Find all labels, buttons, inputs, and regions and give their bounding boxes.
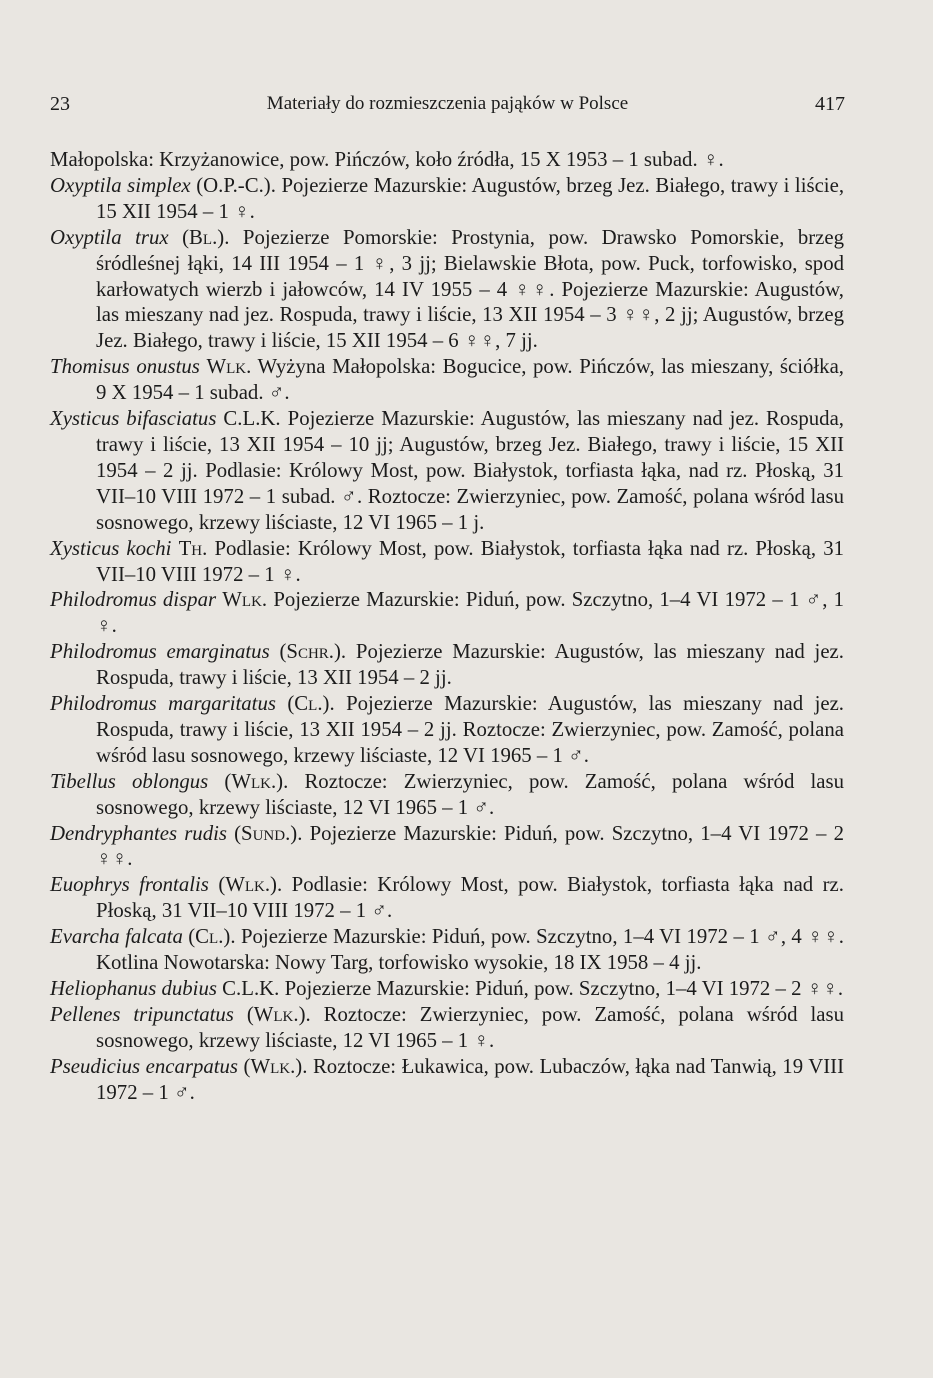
locality-text: Pojezierze Mazurskie: Augustów, las mieszany nad jez. Rospuda, trawy i liście, 13 XII 1954 – 2 jj. Roztocze: Zwierzyniec, pow. Zamość, polana wśród lasu sosnowego, krzewy liściaste, 12 VI 1965 – 1 ♂. [96,692,845,767]
species-entry [50,924,844,976]
locality-text: Wyżyna Małopolska: Bogucice, pow. Pińczów, las mieszany, ściółka, 9 X 1954 – 1 subad. ♂. [96,355,844,405]
species-entry [50,173,844,225]
species-entry [50,691,844,769]
page-header [50,93,845,119]
locality-text: Pojezierze Mazurskie: Augustów, las mieszany nad jez. Rospuda, trawy i liście, 13 XII 1954 – 10 jj; Augustów, brzeg Jez. Białego, trawy i liście, 15 XII 1954 – 2 jj. Podlasie: Królowy Most, pow. Białystok, torfiasta łąka, nad rz. Płoską, 31 VII–10 VIII 1972 – 1 subad. ♂. Roztocze: Zwierzyniec, pow. Zamość, polana wśród lasu sosnowego, krzewy liściaste, 12 VI 1965 – 1 j. [96,407,844,534]
taxon-author: (Bl.). [182,225,230,249]
locality-text: Roztocze: Zwierzyniec, pow. Zamość, polana wśród lasu sosnowego, krzewy liściaste, 12 VI 1965 – 1 ♂. [96,769,844,819]
species-entry [50,1002,844,1054]
locality-text: Pojezierze Mazurskie: Augustów, brzeg Jez. Białego, trawy i liście, 15 XII 1954 – 1 ♀. [96,173,845,223]
taxon-name: Dendryphantes rudis [50,821,227,845]
taxon-author: (Wlk.). [243,1054,308,1078]
locality-text: Roztocze: Łukawica, pow. Lubaczów, łąka nad Tanwią, 19 VIII 1972 – 1 ♂. [96,1054,845,1104]
species-entry [50,639,844,691]
taxon-name: Pellenes tripunctatus [50,1002,234,1026]
page-number-left: 23 [50,93,70,115]
species-entry [50,406,844,536]
taxon-author: C.L.K. [223,407,281,431]
locality-text: Małopolska: Krzyżanowice, pow. Pińczów, koło źródła, 15 X 1953 – 1 subad. ♀. [50,148,724,171]
locality-text: Pojezierze Pomorskie: Prostynia, pow. Drawsko Pomorskie, brzeg śródleśnej łąki, 14 III 1954 – 1 ♀, 3 jj; Bielawskie Błota, pow. Puck, torfowisko, spod karłowatych wierzb i jałowców, 14 IV 1955 – 4 ♀♀. Pojezierze Mazurskie: Augustów, las mieszany nad jez. Rospuda, trawy i liście, 13 XII 1954 – 3 ♀♀, 2 jj; Augustów, brzeg Jez. Białego, trawy i liście, 15 XII 1954 – 6 ♀♀, 7 jj. [96,225,845,353]
species-entry [50,147,844,173]
taxon-author: (Schr.). [279,640,347,664]
species-entry [50,821,844,873]
taxon-author: (Wlk.). [224,769,289,793]
locality-text: Pojezierze Mazurskie: Augustów, las mieszany nad jez. Rospuda, trawy i liście, 13 XII 1954 – 2 jj. [96,640,844,690]
taxon-name: Pseudicius encarpatus [50,1054,239,1078]
locality-text: Roztocze: Zwierzyniec, pow. Zamość, polana wśród lasu sosnowego, krzewy liściaste, 12 VI 1965 – 1 ♀. [96,1002,844,1052]
taxon-name: Oxyptila trux [50,225,169,249]
running-title: Materiały do rozmieszczenia pająków w Polsce [266,93,629,114]
locality-text: Pojezierze Mazurskie: Piduń, pow. Szczytno, 1–4 VI 1972 – 1 ♂, 1 ♀. [96,588,845,638]
taxon-name: Evarcha falcata [50,925,183,949]
taxon-name: Euophrys frontalis [50,873,209,897]
locality-text: Podlasie: Królowy Most, pow. Białystok, torfiasta łąka nad rz. Płoską, 31 VII–10 VIII 1972 – 1 ♂. [96,873,844,923]
taxon-name: Philodromus emarginatus [50,640,270,664]
taxon-name: Philodromus dispar [50,588,217,612]
species-entry [50,872,844,924]
page-number-right: 417 [815,93,845,115]
taxon-author: (Wlk.). [218,873,283,897]
locality-text: Pojezierze Mazurskie: Piduń, pow. Szczytno, 1–4 VI 1972 – 2 ♀♀. [96,821,844,871]
taxon-author: (O.P.-C.). [196,173,276,197]
species-entry [50,976,844,1002]
taxon-author: Th. [178,536,208,560]
species-entry [50,536,844,588]
locality-text: Podlasie: Królowy Most, pow. Białystok, torfiasta łąka nad rz. Płoską, 31 VII–10 VIII 1972 – 1 ♀. [96,536,845,586]
taxon-name: Heliophanus dubius [50,977,217,1000]
species-entry [50,1054,844,1106]
locality-text: Pojezierze Mazurskie: Piduń, pow. Szczytno, 1–4 VI 1972 – 2 ♀♀. [284,977,844,1000]
taxon-author: (Sund.). [234,821,303,845]
taxon-author: Wlk. [222,588,268,612]
species-entry [50,354,844,406]
taxon-name: Oxyptila simplex [50,173,191,197]
taxon-name: Thomisus onustus [50,355,200,379]
taxon-author: (Wlk.). [246,1002,311,1026]
species-entry [50,587,844,639]
taxon-author: C.L.K. [222,977,280,1000]
taxon-author: Wlk. [206,355,252,379]
species-entry [50,769,844,821]
species-list [50,147,844,1106]
species-entry [50,225,844,355]
taxon-name: Xysticus bifasciatus [50,407,217,431]
taxon-name: Tibellus oblongus [50,769,209,793]
taxon-name: Philodromus margaritatus [50,692,276,716]
taxon-author: (Cl.). [287,692,335,716]
taxon-name: Xysticus kochi [50,536,172,560]
locality-text: Pojezierze Mazurskie: Piduń, pow. Szczytno, 1–4 VI 1972 – 1 ♂, 4 ♀♀. Kotlina Nowotarska: Nowy Targ, torfowisko wysokie, 18 IX 1958 – 4 jj. [96,925,845,975]
taxon-author: (Cl.). [188,925,236,949]
